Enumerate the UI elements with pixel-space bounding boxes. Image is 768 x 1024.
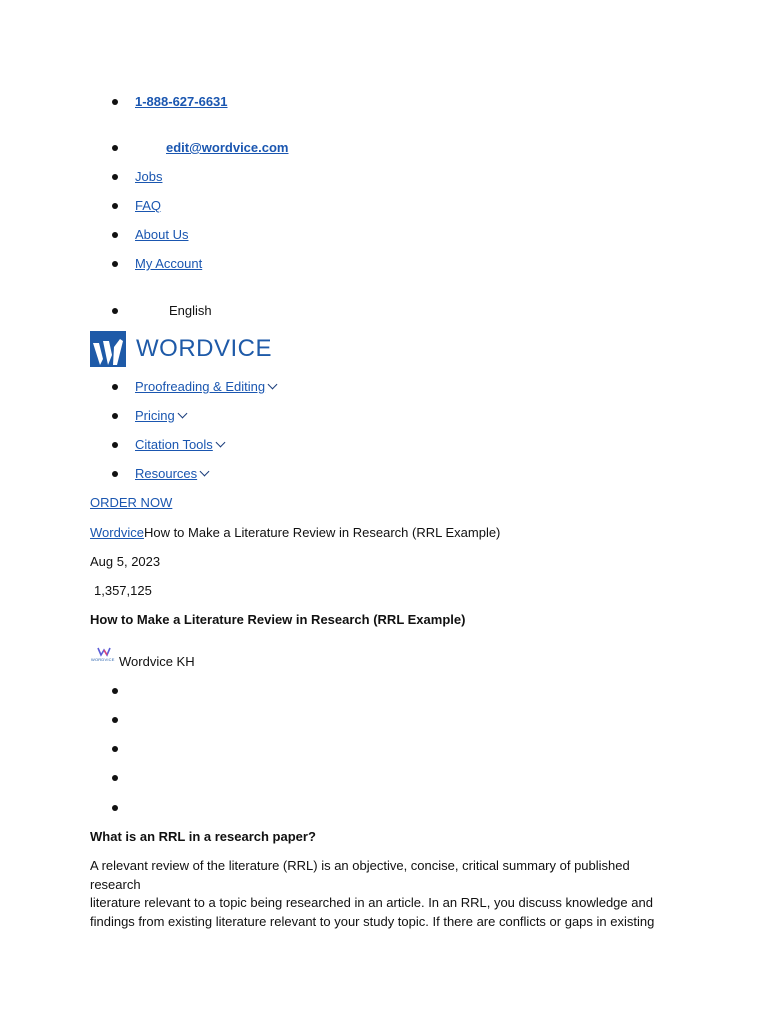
order-now-button[interactable]: ORDER NOW (90, 495, 173, 510)
wordvice-logo[interactable] (90, 331, 272, 367)
breadcrumb-current: How to Make a Literature Review in Research (RRL Example) (143, 525, 501, 540)
language-selector[interactable]: English (169, 303, 212, 318)
about-us-link[interactable]: About Us (135, 227, 189, 242)
post-title: How to Make a Literature Review in Research (RRL Example) (90, 612, 466, 627)
article-paragraph (90, 857, 680, 931)
logo-mark-icon (90, 331, 126, 367)
share-item[interactable] (112, 688, 118, 694)
chevron-down-icon (177, 409, 187, 419)
article-heading: What is an RRL in a research paper? (90, 829, 316, 844)
author-avatar (91, 645, 117, 665)
chevron-down-icon (200, 467, 210, 477)
nav-item-label[interactable]: Pricing (135, 408, 175, 423)
my-account-link[interactable]: My Account (135, 256, 203, 271)
breadcrumb-home-link[interactable]: Wordvice (90, 525, 144, 540)
nav-item-label[interactable]: Proofreading & Editing (135, 379, 266, 394)
post-date: Aug 5, 2023 (90, 554, 161, 569)
breadcrumb (90, 525, 500, 541)
share-item[interactable] (112, 775, 118, 781)
avatar-text: WORDVICE (91, 657, 115, 662)
nav-item-proofreading[interactable] (135, 379, 276, 395)
list-bullet (112, 442, 118, 448)
list-bullet (112, 203, 118, 209)
author-name[interactable]: Wordvice KH (119, 654, 195, 669)
list-bullet (112, 384, 118, 390)
share-item[interactable] (112, 717, 118, 723)
nav-item-label[interactable]: Citation Tools (135, 437, 213, 452)
nav-item-label[interactable]: Resources (135, 466, 198, 481)
list-bullet (112, 261, 118, 267)
chevron-down-icon (268, 380, 278, 390)
phone-link[interactable]: 1-888-627-6631 (135, 94, 228, 109)
list-bullet (112, 308, 118, 314)
paragraph-line: A relevant review of the literature (RRL) is an objective, concise, critical summary of published research (90, 858, 630, 892)
logo-text: WORDVICE (136, 335, 272, 362)
chevron-down-icon (215, 438, 225, 448)
list-bullet (112, 232, 118, 238)
nav-item-citation-tools[interactable] (135, 437, 224, 453)
paragraph-line: literature relevant to a topic being researched in an article. In an RRL, you discuss knowledge and (90, 895, 653, 910)
jobs-link[interactable]: Jobs (135, 169, 163, 184)
paragraph-line: findings from existing literature relevant to your study topic. If there are conflicts or gaps in existing (90, 913, 655, 929)
share-item[interactable] (112, 746, 118, 752)
list-bullet (112, 174, 118, 180)
list-bullet (112, 413, 118, 419)
list-bullet (112, 99, 118, 105)
faq-link[interactable]: FAQ (135, 198, 162, 213)
email-link[interactable]: edit@wordvice.com (166, 140, 289, 155)
list-bullet (112, 471, 118, 477)
nav-item-resources[interactable] (135, 466, 208, 482)
share-item[interactable] (112, 805, 118, 811)
view-count: 1,357,125 (94, 583, 152, 598)
nav-item-pricing[interactable] (135, 408, 186, 424)
list-bullet (112, 145, 118, 151)
